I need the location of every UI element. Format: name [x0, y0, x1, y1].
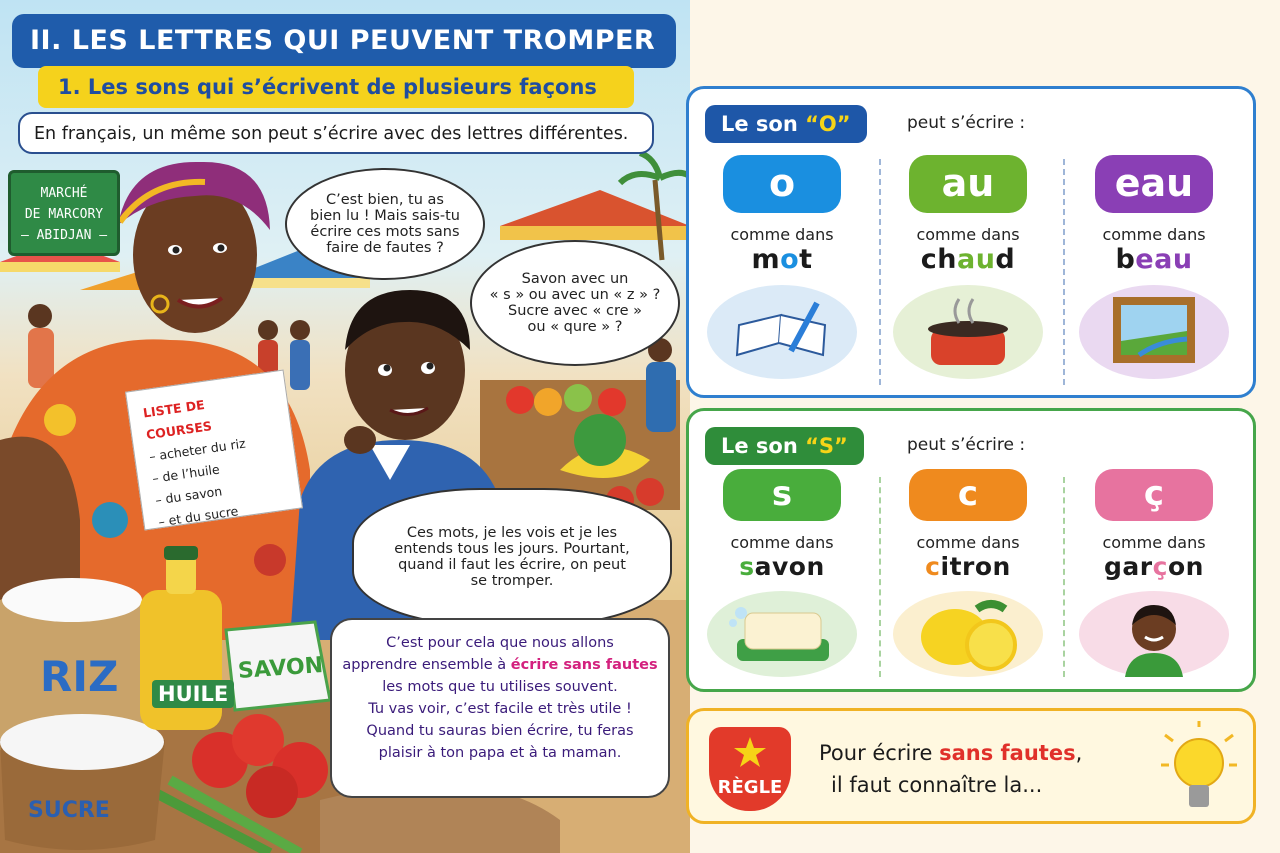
example-word-beau: beau	[1115, 244, 1193, 275]
shopping-list-item: – de l’huile	[151, 461, 221, 486]
speech-bubble-question-text: Savon avec un « s » ou avec un « z » ? Sucre avec « cre » ou « qure » ?	[489, 271, 661, 335]
panel-son-s	[686, 408, 1256, 692]
painting-icon	[1079, 285, 1229, 379]
shopping-list-item: – du savon	[154, 483, 224, 508]
panel-son-o	[686, 86, 1256, 398]
comme-dans-label: comme dans	[730, 225, 834, 244]
spelling-pill-o: o	[723, 155, 841, 213]
lightbulb-icon	[1159, 721, 1239, 817]
rule-badge	[709, 727, 791, 811]
comme-dans-label: comme dans	[916, 225, 1020, 244]
spelling-column-o	[689, 89, 875, 395]
comme-dans-label: comme dans	[730, 533, 834, 552]
section-subtitle: 1. Les sons qui s’écrivent de plusieurs façons	[38, 66, 634, 108]
spelling-pill-au: au	[909, 155, 1027, 213]
teacher-text-start: C’est pour cela que nous allons apprendre ensemble à	[342, 635, 614, 673]
spelling-column-eau	[1061, 89, 1247, 395]
shopping-list-title: LISTE DE COURSES	[142, 396, 213, 443]
spelling-pill-c: c	[909, 469, 1027, 521]
son-o-letter: “O”	[805, 112, 851, 136]
oil-bottle-label: HUILE	[152, 680, 234, 708]
spelling-pill-c-cedilla: ç	[1095, 469, 1213, 521]
rule-line-1: Pour écrire sans fautes,	[819, 741, 1083, 765]
son-s-peut: peut s’écrire :	[907, 435, 1026, 455]
lemon-icon	[893, 591, 1043, 677]
spelling-column-c	[875, 411, 1061, 689]
shopping-list	[125, 370, 303, 531]
boy-icon	[1079, 591, 1229, 677]
comme-dans-label: comme dans	[1102, 225, 1206, 244]
soap-icon	[707, 591, 857, 677]
son-o-prefix: Le son	[721, 112, 806, 136]
spelling-pill-s: s	[723, 469, 841, 521]
son-s-letter: “S”	[805, 434, 848, 458]
shopping-list-item: – acheter du riz	[148, 435, 247, 464]
page-title: II. LES LETTRES QUI PEUVENT TROMPER	[12, 14, 676, 68]
market-sign	[8, 170, 120, 256]
example-word-garcon: garçon	[1104, 552, 1204, 581]
sign-line-1: MARCHÉ	[40, 186, 88, 201]
intro-text: En français, un même son peut s’écrire avec des lettres différentes.	[18, 112, 654, 154]
speech-bubble-mother-text: C’est bien, tu as bien lu ! Mais sais-tu écrire ces mots sans faire de fautes ?	[310, 192, 460, 256]
soap-box-label: SAVON	[237, 653, 324, 684]
sign-line-3: – ABIDJAN –	[20, 228, 108, 243]
pot-icon	[893, 285, 1043, 379]
son-o-peut: peut s’écrire :	[907, 113, 1026, 133]
rule-badge-label: RÈGLE	[717, 777, 783, 798]
spelling-column-au	[875, 89, 1061, 395]
teacher-text-end: les mots que tu utilises souvent. Tu vas voir, c’est facile et très utile ! Quand tu sauras bien écrire, tu feras plaisir à ton papa et à ta maman.	[366, 679, 634, 761]
speech-bubble-question	[470, 240, 680, 366]
son-s-prefix: Le son	[721, 434, 806, 458]
comme-dans-label: comme dans	[1102, 533, 1206, 552]
speech-bubble-teacher	[330, 618, 670, 798]
speech-bubble-mother	[285, 168, 485, 280]
example-word-savon: savon	[739, 552, 825, 581]
book-icon	[707, 285, 857, 379]
rice-sack-label: RIZ	[40, 652, 119, 701]
shopping-list-item: – et du sucre	[157, 503, 240, 530]
star-icon	[732, 735, 768, 771]
rule-text	[819, 737, 1082, 801]
example-word-mot: mot	[751, 244, 813, 275]
sugar-bowl-label: SUCRE	[28, 798, 110, 823]
speech-bubble-boy-text: Ces mots, je les vois et je les entends tous les jours. Pourtant, quand il faut les écrire, on peut se tromper.	[394, 525, 630, 589]
spelling-pill-eau: eau	[1095, 155, 1213, 213]
rule-line-2: il faut connaître la...	[831, 773, 1043, 797]
spelling-column-c-cedilla	[1061, 411, 1247, 689]
example-word-chaud: chaud	[920, 244, 1016, 275]
speech-bubble-boy	[352, 488, 672, 626]
example-word-citron: citron	[925, 552, 1011, 581]
rule-box	[686, 708, 1256, 824]
sign-line-2: DE MARCORY	[24, 207, 104, 222]
comme-dans-label: comme dans	[916, 533, 1020, 552]
spelling-column-s	[689, 411, 875, 689]
teacher-text-highlight: écrire sans fautes	[510, 657, 658, 673]
